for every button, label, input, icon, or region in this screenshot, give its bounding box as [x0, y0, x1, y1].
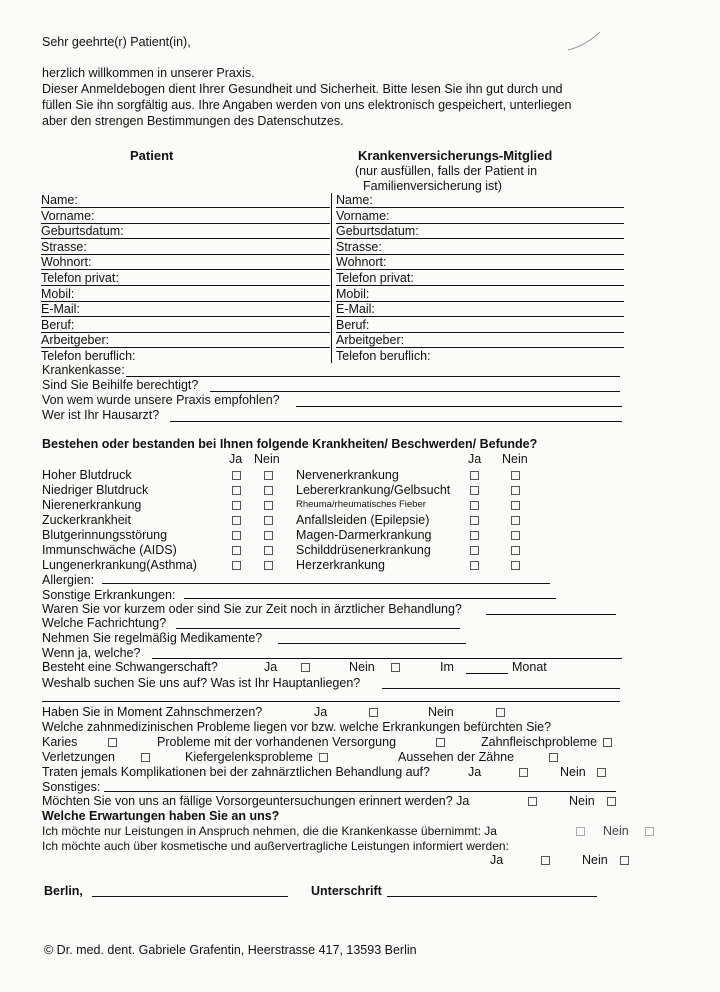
kosmetisch-ja-label: Ja: [490, 853, 504, 867]
illness-right-nein-checkbox[interactable]: [511, 486, 520, 495]
illness-right-label: Schilddrüsenerkrankung: [296, 543, 431, 557]
illness-left-ja-checkbox[interactable]: [232, 501, 241, 510]
empfohlen-field[interactable]: [296, 406, 622, 407]
illness-right-ja-checkbox[interactable]: [470, 546, 479, 555]
illness-left-label: Hoher Blutdruck: [42, 468, 132, 482]
data-row: [41, 287, 624, 302]
member-field[interactable]: Telefon beruflich:: [336, 349, 431, 363]
kasse-nein-checkbox[interactable]: [645, 827, 654, 836]
sonstige-erkrankungen-label: Sonstige Erkrankungen:: [42, 588, 176, 602]
ja-header-right: Ja: [468, 452, 482, 466]
unterschrift-label: Unterschrift: [311, 884, 382, 898]
allergien-field[interactable]: [102, 583, 550, 584]
data-row: [41, 240, 624, 255]
zahnfleisch-checkbox[interactable]: [603, 738, 612, 747]
footer: © Dr. med. dent. Gabriele Grafentin, Heerstrasse 417, 13593 Berlin: [44, 943, 417, 957]
zahnschmerzen-ja-label: Ja: [314, 705, 328, 719]
vorsorge-label: Möchten Sie von uns an fällige Vorsorgeuntersuchungen erinnert werden? Ja: [42, 794, 470, 808]
illness-right-ja-checkbox[interactable]: [470, 516, 479, 525]
member-field[interactable]: Beruf:: [336, 318, 624, 333]
illness-right-nein-checkbox[interactable]: [511, 471, 520, 480]
illness-left-nein-checkbox[interactable]: [264, 471, 273, 480]
hauptanliegen-label: Weshalb suchen Sie uns auf? Was ist Ihr Hauptanliegen?: [42, 676, 361, 690]
illness-left-nein-checkbox[interactable]: [264, 516, 273, 525]
data-row: [41, 349, 624, 364]
illness-left-ja-checkbox[interactable]: [232, 531, 241, 540]
illness-right-label: Nervenerkrankung: [296, 468, 399, 482]
member-field[interactable]: Name:: [336, 193, 624, 208]
greeting: Sehr geehrte(r) Patient(in),: [42, 35, 191, 49]
illness-left-nein-checkbox[interactable]: [264, 486, 273, 495]
illness-right-ja-checkbox[interactable]: [470, 471, 479, 480]
illness-right-label: Herzerkrankung: [296, 558, 385, 572]
schwanger-monat-label: Monat: [512, 660, 547, 674]
schwanger-nein-label: Nein: [349, 660, 375, 674]
behandlung-label: Waren Sie vor kurzem oder sind Sie zur Zeit noch in ärztlicher Behandlung?: [42, 602, 462, 616]
hausarzt-field[interactable]: [170, 421, 622, 422]
sonstiges-field[interactable]: [104, 791, 616, 792]
fachrichtung-label: Welche Fachrichtung?: [42, 616, 167, 630]
ja-header-left: Ja: [229, 452, 243, 466]
patient-field[interactable]: E-Mail:: [41, 302, 330, 317]
komplikationen-label: Traten jemals Komplikationen bei der zahnärztlichen Behandlung auf?: [42, 765, 430, 779]
illness-left-label: Lungenerkrankung(Asthma): [42, 558, 197, 572]
krankenkasse-label: Krankenkasse:: [42, 363, 125, 377]
kosmetisch-nein-label: Nein: [582, 853, 608, 867]
member-field[interactable]: Mobil:: [336, 287, 624, 302]
beihilfe-field[interactable]: [210, 391, 620, 392]
kasse-leistungen-label: Ich möchte nur Leistungen in Anspruch nehmen, die die Krankenkasse übernimmt: Ja: [42, 824, 497, 838]
patient-heading: Patient: [130, 148, 174, 163]
illness-left-label: Blutgerinnungsstörung: [42, 528, 168, 542]
illness-heading: Bestehen oder bestanden bei Ihnen folgende Krankheiten/ Beschwerden/ Befunde?: [42, 437, 538, 451]
member-field[interactable]: Wohnort:: [336, 255, 624, 270]
intro-line-2: Dieser Anmeldebogen dient Ihrer Gesundheit und Sicherheit. Bitte lesen Sie ihn gut durch und: [42, 82, 563, 96]
intro-line-4: aber den strengen Bestimmungen des Datenschutzes.: [42, 114, 344, 128]
kiefer-label: Kiefergelenksprobleme: [185, 750, 313, 764]
member-field[interactable]: Arbeitgeber:: [336, 333, 624, 348]
member-field[interactable]: Strasse:: [336, 240, 624, 255]
patient-field[interactable]: Beruf:: [41, 318, 330, 333]
hausarzt-label: Wer ist Ihr Hausarzt?: [42, 408, 160, 422]
illness-left-nein-checkbox[interactable]: [264, 531, 273, 540]
illness-right-nein-checkbox[interactable]: [511, 561, 520, 570]
komplikationen-ja-checkbox[interactable]: [519, 768, 528, 777]
hauptanliegen-field[interactable]: [382, 688, 620, 689]
welche-label: Wenn ja, welche?: [42, 646, 141, 660]
aussehen-checkbox[interactable]: [549, 753, 558, 762]
pen-mark: [560, 28, 610, 56]
komplikationen-nein-checkbox[interactable]: [597, 768, 606, 777]
krankenkasse-field[interactable]: [126, 376, 620, 377]
member-heading: Krankenversicherungs-Mitglied: [358, 148, 553, 163]
data-row: [41, 271, 624, 286]
illness-left-nein-checkbox[interactable]: [264, 546, 273, 555]
schwanger-nein-checkbox[interactable]: [391, 663, 400, 672]
illness-right-label: Anfallsleiden (Epilepsie): [296, 513, 430, 527]
patient-field[interactable]: Telefon privat:: [41, 271, 330, 286]
patient-field[interactable]: Geburtsdatum:: [41, 224, 330, 239]
member-field[interactable]: E-Mail:: [336, 302, 624, 317]
patient-field[interactable]: Telefon beruflich:: [41, 349, 136, 363]
kiefer-checkbox[interactable]: [319, 753, 328, 762]
illness-left-ja-checkbox[interactable]: [232, 561, 241, 570]
kasse-ja-checkbox[interactable]: [576, 827, 585, 836]
intro-line-3: füllen Sie ihn sorgfältig aus. Ihre Angaben werden von uns elektronisch gespeichert, unterliegen: [42, 98, 572, 112]
illness-left-ja-checkbox[interactable]: [232, 546, 241, 555]
data-row: [41, 302, 624, 317]
zahnschmerzen-label: Haben Sie in Moment Zahnschmerzen?: [42, 705, 263, 719]
illness-right-nein-checkbox[interactable]: [511, 516, 520, 525]
illness-right-ja-checkbox[interactable]: [470, 486, 479, 495]
illness-left-ja-checkbox[interactable]: [232, 516, 241, 525]
illness-right-label: Magen-Darmerkrankung: [296, 528, 432, 542]
data-row: [41, 224, 624, 239]
vorsorge-nein-checkbox[interactable]: [607, 797, 616, 806]
medikamente-field[interactable]: [278, 643, 466, 644]
kosmetisch-nein-checkbox[interactable]: [620, 856, 629, 865]
medikamente-label: Nehmen Sie regelmäßig Medikamente?: [42, 631, 263, 645]
sonstige-erkrankungen-field[interactable]: [184, 598, 556, 599]
verletzungen-checkbox[interactable]: [141, 753, 150, 762]
illness-left-nein-checkbox[interactable]: [264, 561, 273, 570]
illness-right-label: Rheuma/rheumatisches Fieber: [296, 499, 426, 510]
illness-left-label: Immunschwäche (AIDS): [42, 543, 177, 557]
kosmetisch-label: Ich möchte auch über kosmetische und außervertragliche Leistungen informiert werden:: [42, 839, 509, 853]
member-note-1: (nur ausfüllen, falls der Patient in: [355, 164, 538, 178]
allergien-label: Allergien:: [42, 573, 95, 587]
aussehen-label: Aussehen der Zähne: [398, 750, 515, 764]
nein-header-right: Nein: [502, 452, 528, 466]
schwanger-monat-field[interactable]: [466, 673, 508, 674]
member-field[interactable]: Telefon privat:: [336, 271, 624, 286]
data-row: [41, 209, 624, 224]
probleme-question: Welche zahnmedizinischen Probleme liegen vor bzw. welche Erkrankungen befürchten Sie?: [42, 720, 552, 734]
zahnschmerzen-ja-checkbox[interactable]: [369, 708, 378, 717]
erwartungen-heading: Welche Erwartungen haben Sie an uns?: [42, 809, 280, 823]
vorsorge-nein-label: Nein: [569, 794, 595, 808]
sonstiges-label: Sonstiges:: [42, 780, 101, 794]
data-row: [41, 318, 624, 333]
verletzungen-label: Verletzungen: [42, 750, 115, 764]
member-note-2: Familienversicherung ist): [363, 179, 502, 193]
data-row: [41, 255, 624, 270]
patient-field[interactable]: Name:: [41, 193, 330, 208]
vorsorge-ja-checkbox[interactable]: [528, 797, 537, 806]
patient-field[interactable]: Vorname:: [41, 209, 330, 224]
data-row: [41, 193, 624, 208]
illness-right-label: Lebererkrankung/Gelbsucht: [296, 483, 451, 497]
patient-field[interactable]: Arbeitgeber:: [41, 333, 330, 348]
data-row: [41, 333, 624, 348]
patient-field[interactable]: Mobil:: [41, 287, 330, 302]
illness-right-nein-checkbox[interactable]: [511, 531, 520, 540]
intro-line-1: herzlich willkommen in unserer Praxis.: [42, 66, 255, 80]
signature-field[interactable]: [387, 896, 597, 897]
illness-left-nein-checkbox[interactable]: [264, 501, 273, 510]
karies-checkbox[interactable]: [108, 738, 117, 747]
versorgung-label: Probleme mit der vorhandenen Versorgung: [157, 735, 397, 749]
versorgung-checkbox[interactable]: [436, 738, 445, 747]
komplikationen-nein-label: Nein: [560, 765, 586, 779]
kasse-nein-label: Nein: [603, 824, 629, 838]
schwanger-ja-label: Ja: [264, 660, 278, 674]
illness-left-ja-checkbox[interactable]: [232, 471, 241, 480]
member-field[interactable]: Vorname:: [336, 209, 624, 224]
welche-field[interactable]: [152, 658, 622, 659]
behandlung-field[interactable]: [486, 614, 616, 615]
illness-left-label: Nierenerkrankung: [42, 498, 142, 512]
illness-left-label: Niedriger Blutdruck: [42, 483, 149, 497]
beihilfe-label: Sind Sie Beihilfe berechtigt?: [42, 378, 199, 392]
schwanger-im-label: Im: [440, 660, 454, 674]
illness-left-label: Zuckerkrankheit: [42, 513, 131, 527]
patient-field[interactable]: Strasse:: [41, 240, 330, 255]
illness-right-ja-checkbox[interactable]: [470, 531, 479, 540]
illness-right-ja-checkbox[interactable]: [470, 501, 479, 510]
zahnschmerzen-nein-label: Nein: [428, 705, 454, 719]
member-field[interactable]: Geburtsdatum:: [336, 224, 624, 239]
illness-right-nein-checkbox[interactable]: [511, 546, 520, 555]
schwanger-ja-checkbox[interactable]: [301, 663, 310, 672]
zahnfleisch-label: Zahnfleischprobleme: [481, 735, 598, 749]
nein-header-left: Nein: [254, 452, 280, 466]
berlin-label: Berlin,: [44, 884, 83, 898]
illness-right-ja-checkbox[interactable]: [470, 561, 479, 570]
empfohlen-label: Von wem wurde unsere Praxis empfohlen?: [42, 393, 280, 407]
komplikationen-ja-label: Ja: [468, 765, 482, 779]
zahnschmerzen-nein-checkbox[interactable]: [496, 708, 505, 717]
karies-label: Karies: [42, 735, 78, 749]
patient-field[interactable]: Wohnort:: [41, 255, 330, 270]
date-field[interactable]: [92, 896, 288, 897]
illness-right-nein-checkbox[interactable]: [511, 501, 520, 510]
fachrichtung-field[interactable]: [176, 628, 460, 629]
hauptanliegen-field-2[interactable]: [42, 701, 620, 702]
illness-left-ja-checkbox[interactable]: [232, 486, 241, 495]
kosmetisch-ja-checkbox[interactable]: [541, 856, 550, 865]
schwanger-label: Besteht eine Schwangerschaft?: [42, 660, 218, 674]
